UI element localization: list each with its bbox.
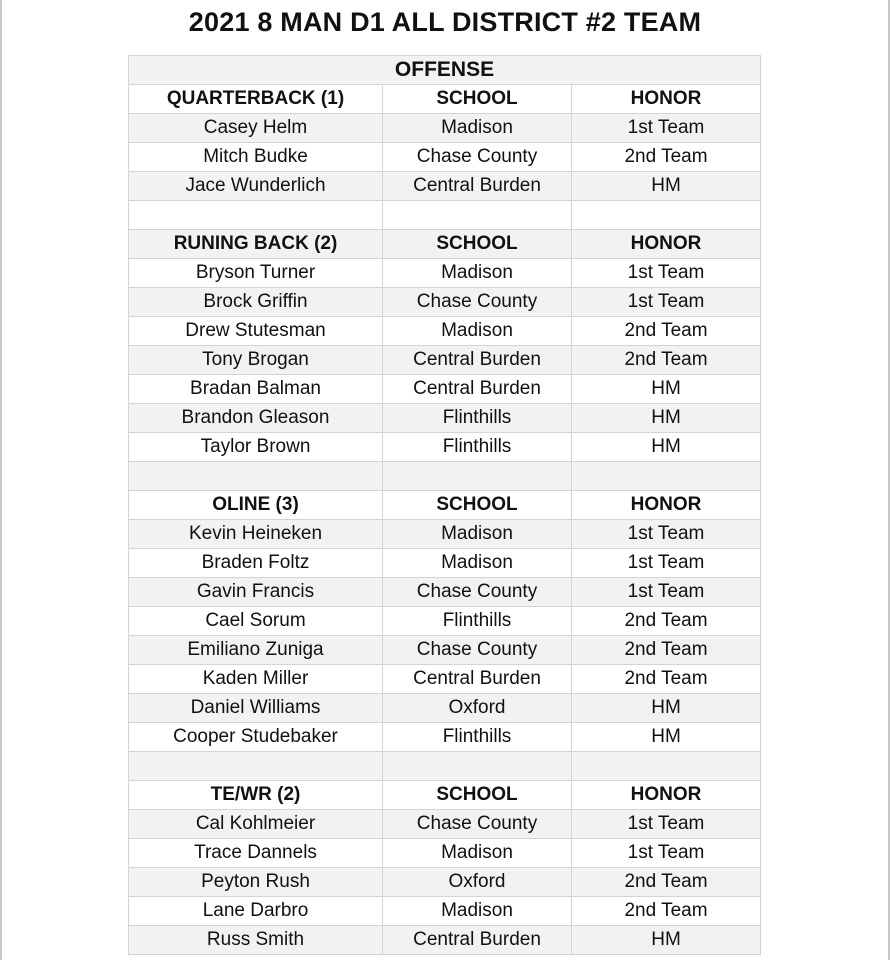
player-school: Madison [383, 317, 572, 346]
player-honor: 1st Team [572, 259, 761, 288]
table-row [129, 810, 761, 839]
honor-header: HONOR [572, 85, 761, 114]
table-row [129, 578, 761, 607]
player-name: Cael Sorum [129, 607, 383, 636]
player-name: Russ Smith [129, 926, 383, 955]
player-name: Trace Dannels [129, 839, 383, 868]
table-row [129, 259, 761, 288]
empty-cell [383, 201, 572, 230]
spacer-row [129, 201, 761, 230]
player-honor: HM [572, 433, 761, 462]
table-row [129, 839, 761, 868]
player-honor: 2nd Team [572, 607, 761, 636]
player-name: Casey Helm [129, 114, 383, 143]
table-row [129, 549, 761, 578]
player-name: Taylor Brown [129, 433, 383, 462]
table-row [129, 114, 761, 143]
player-name: Jace Wunderlich [129, 172, 383, 201]
honor-header: HONOR [572, 491, 761, 520]
player-honor: 2nd Team [572, 317, 761, 346]
player-honor: 1st Team [572, 520, 761, 549]
position-header: TE/WR (2) [129, 781, 383, 810]
roster-table-body [129, 56, 761, 955]
honor-header: HONOR [572, 781, 761, 810]
player-name: Cooper Studebaker [129, 723, 383, 752]
table-row [129, 636, 761, 665]
player-name: Bryson Turner [129, 259, 383, 288]
empty-cell [572, 752, 761, 781]
document-title: 2021 8 MAN D1 ALL DISTRICT #2 TEAM [188, 7, 702, 37]
group-header-row [129, 230, 761, 259]
roster-table [128, 55, 761, 955]
table-row [129, 288, 761, 317]
empty-cell [383, 752, 572, 781]
player-school: Flinthills [383, 723, 572, 752]
player-name: Daniel Williams [129, 694, 383, 723]
player-school: Flinthills [383, 404, 572, 433]
school-header: SCHOOL [383, 781, 572, 810]
player-school: Madison [383, 839, 572, 868]
position-header: OLINE (3) [129, 491, 383, 520]
player-honor: 2nd Team [572, 636, 761, 665]
table-row [129, 926, 761, 955]
player-honor: 1st Team [572, 549, 761, 578]
player-school: Chase County [383, 636, 572, 665]
honor-header: HONOR [572, 230, 761, 259]
player-honor: 2nd Team [572, 868, 761, 897]
group-header-row [129, 85, 761, 114]
position-header: RUNING BACK (2) [129, 230, 383, 259]
player-school: Oxford [383, 868, 572, 897]
player-name: Bradan Balman [129, 375, 383, 404]
group-header-row [129, 491, 761, 520]
player-honor: 2nd Team [572, 665, 761, 694]
spacer-row [129, 462, 761, 491]
player-name: Tony Brogan [129, 346, 383, 375]
player-school: Central Burden [383, 665, 572, 694]
table-row [129, 665, 761, 694]
empty-cell [383, 462, 572, 491]
player-school: Flinthills [383, 433, 572, 462]
player-name: Braden Foltz [129, 549, 383, 578]
empty-cell [572, 201, 761, 230]
table-row [129, 897, 761, 926]
table-row [129, 172, 761, 201]
player-honor: HM [572, 404, 761, 433]
player-honor: 1st Team [572, 839, 761, 868]
player-name: Cal Kohlmeier [129, 810, 383, 839]
player-school: Chase County [383, 288, 572, 317]
empty-cell [129, 201, 383, 230]
empty-cell [129, 752, 383, 781]
player-school: Madison [383, 259, 572, 288]
group-header-row [129, 781, 761, 810]
spacer-row [129, 752, 761, 781]
player-honor: 1st Team [572, 810, 761, 839]
player-school: Chase County [383, 578, 572, 607]
school-header: SCHOOL [383, 85, 572, 114]
player-school: Central Burden [383, 375, 572, 404]
player-name: Drew Stutesman [129, 317, 383, 346]
player-school: Madison [383, 897, 572, 926]
table-row [129, 433, 761, 462]
player-school: Central Burden [383, 346, 572, 375]
player-school: Flinthills [383, 607, 572, 636]
table-row [129, 143, 761, 172]
player-school: Madison [383, 114, 572, 143]
player-school: Madison [383, 520, 572, 549]
player-honor: 2nd Team [572, 897, 761, 926]
player-honor: HM [572, 172, 761, 201]
table-row [129, 520, 761, 549]
player-name: Kevin Heineken [129, 520, 383, 549]
player-name: Emiliano Zuniga [129, 636, 383, 665]
table-row [129, 375, 761, 404]
player-school: Central Burden [383, 926, 572, 955]
player-school: Central Burden [383, 172, 572, 201]
table-row [129, 868, 761, 897]
player-name: Peyton Rush [129, 868, 383, 897]
school-header: SCHOOL [383, 230, 572, 259]
table-row [129, 346, 761, 375]
player-school: Madison [383, 549, 572, 578]
table-row [129, 317, 761, 346]
player-name: Kaden Miller [129, 665, 383, 694]
player-school: Chase County [383, 143, 572, 172]
table-row [129, 607, 761, 636]
player-school: Oxford [383, 694, 572, 723]
section-title: OFFENSE [129, 56, 761, 85]
player-honor: 2nd Team [572, 143, 761, 172]
page-left-border [0, 0, 2, 960]
player-name: Lane Darbro [129, 897, 383, 926]
player-honor: 1st Team [572, 114, 761, 143]
table-row [129, 723, 761, 752]
player-honor: HM [572, 723, 761, 752]
player-honor: HM [572, 926, 761, 955]
empty-cell [572, 462, 761, 491]
position-header: QUARTERBACK (1) [129, 85, 383, 114]
player-honor: 1st Team [572, 578, 761, 607]
player-honor: 1st Team [572, 288, 761, 317]
player-school: Chase County [383, 810, 572, 839]
empty-cell [129, 462, 383, 491]
player-honor: HM [572, 375, 761, 404]
player-name: Brandon Gleason [129, 404, 383, 433]
player-honor: 2nd Team [572, 346, 761, 375]
player-name: Gavin Francis [129, 578, 383, 607]
section-row [129, 56, 761, 85]
player-name: Mitch Budke [129, 143, 383, 172]
table-row [129, 694, 761, 723]
school-header: SCHOOL [383, 491, 572, 520]
table-row [129, 404, 761, 433]
player-name: Brock Griffin [129, 288, 383, 317]
player-honor: HM [572, 694, 761, 723]
